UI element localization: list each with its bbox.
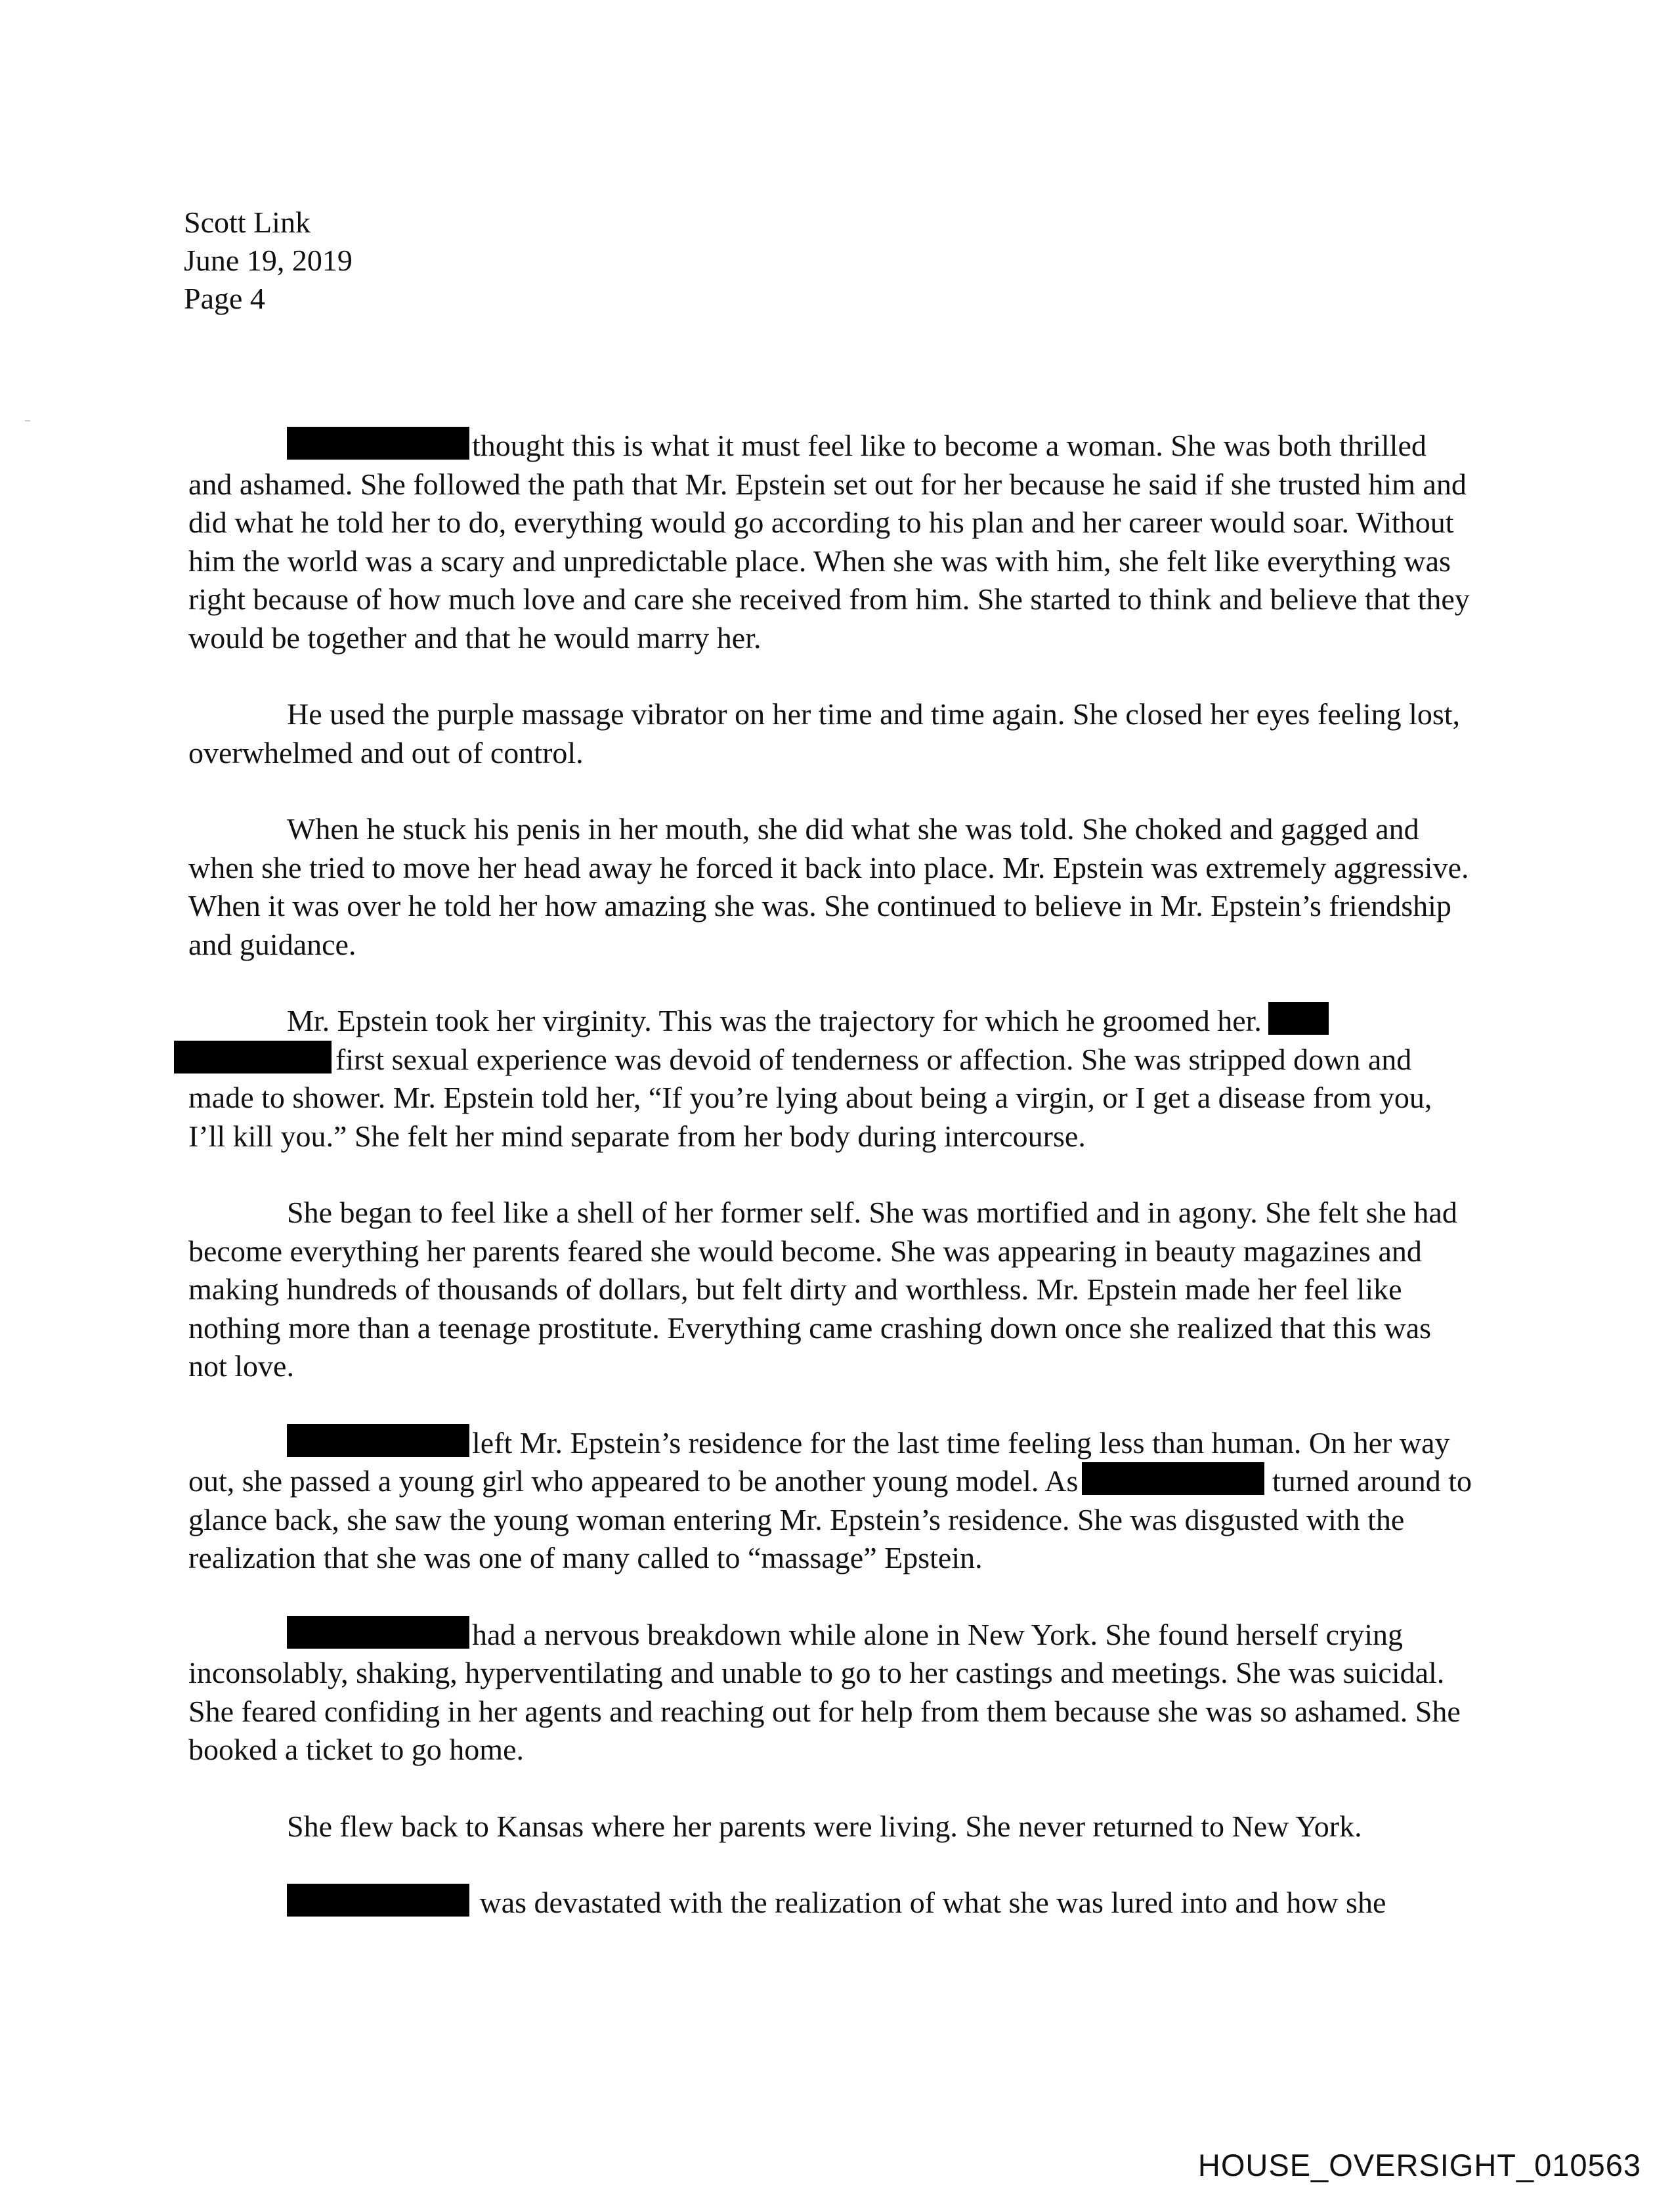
paragraph-8: She flew back to Kansas where her parents were living. She never returned to New York.	[287, 1809, 1362, 1843]
redaction-box	[1268, 1002, 1329, 1035]
page-number: Page 4	[184, 282, 265, 315]
redaction-box	[1082, 1462, 1264, 1495]
redaction-box	[287, 427, 469, 460]
paragraph-6: left Mr. Epstein’s residence for the last time feeling less than human. On her way out, she passed a young girl who appeared to be another young model. As turned around to glance back, she saw the young woman entering Mr. Epstein’s residence. She was disgusted with the realization that she was one of many called to “massage” Epstein.	[188, 1424, 1475, 1578]
redaction-box	[287, 1424, 469, 1457]
letter-body	[188, 427, 1475, 1922]
paragraph-9: was devastated with the realization of what she was lured into and how she	[188, 1884, 1475, 1922]
letter-date: June 19, 2019	[184, 244, 353, 277]
paragraph-7: had a nervous breakdown while alone in New York. She found herself crying inconsolably, shaking, hyperventilating and unable to go to her castings and meetings. She was suicidal. She feared confiding in her agents and reaching out for help from them because she was so ashamed. She booked a ticket to go home.	[188, 1616, 1475, 1769]
paragraph-4: Mr. Epstein took her virginity. This was the trajectory for which he groomed her. first sexual experience was devoid of tenderness or affection. She was stripped down and made to shower. Mr. Epstein told her, “If you’re lying about being a virgin, or I get a disease from you, I’ll kill you.” She felt her mind separate from her body during intercourse.	[188, 1002, 1475, 1156]
scan-speck	[25, 420, 30, 422]
bates-number: HOUSE_OVERSIGHT_010563	[1197, 2148, 1641, 2182]
redaction-box	[287, 1616, 469, 1649]
paragraph-2: He used the purple massage vibrator on her time and time again. She closed her eyes feeling lost, overwhelmed and out of control.	[188, 697, 1461, 770]
paragraph-5: She began to feel like a shell of her former self. She was mortified and in agony. She felt she had become everything her parents feared she would become. She was appearing in beauty magazines and making hundreds of thousands of dollars, but felt dirty and worthless. Mr. Epstein made her feel like nothing more than a teenage prostitute. Everything came crashing down once she realized that this was not love.	[188, 1196, 1457, 1383]
paragraph-3: When he stuck his penis in her mouth, she did what she was told. She choked and gagged and when she tried to move her head away he forced it back into place. Mr. Epstein was extremely aggressive. When it was over he told her how amazing she was. She continued to believe in Mr. Epstein’s friendship and guidance.	[188, 812, 1469, 961]
letter-header	[184, 204, 353, 318]
paragraph-1: thought this is what it must feel like to become a woman. She was both thrilled and ashamed. She followed the path that Mr. Epstein set out for her because he said if she trusted him and did what he told her to do, everything would go according to his plan and her career would soar. Without him the world was a scary and unpredictable place. When she was with him, she felt like everything was right because of how much love and care she received from him. She started to think and believe that they would be together and that he would marry her.	[188, 427, 1475, 657]
redaction-box	[174, 1041, 332, 1073]
redaction-box	[287, 1884, 469, 1917]
recipient-name: Scott Link	[184, 206, 311, 239]
